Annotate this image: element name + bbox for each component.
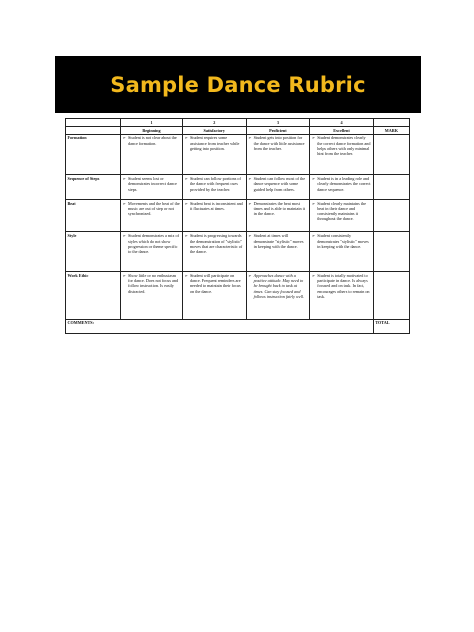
arrow-bullet-icon: ➢ [248,176,252,182]
mark-cell[interactable] [373,134,409,175]
criterion-cell: ➢ Student seems lost or demonstrates incorrect dance steps. [121,175,183,200]
criterion-cell: ➢ Student can follow most of the dance sequence with some guided help from others. [246,175,310,200]
criterion-cell: ➢ Student is not clear about the dance formation. [121,134,183,175]
rubric-row-sequence [66,175,410,200]
arrow-bullet-icon: ➢ [122,176,127,182]
rubric-row-style [66,232,410,272]
criterion-cell: ➢ Demonstrates the beat most times and is able to maintain it in the dance. [246,199,310,232]
criterion-cell: ➢ Student will participate on dance. Frequent reminders are needed to maintain their focus on the dance. [182,272,246,320]
criterion-cell: ➢ Student is in a leading role and clearly demonstrates the correct dance sequence. [310,175,374,200]
criterion-label: Formation [66,134,121,175]
mark-cell[interactable] [373,175,409,200]
level-header-beginning: Beginning [121,126,183,134]
criterion-cell: ➢ Student consistently demonstrates "stylistic" moves in keeping with the dance. [310,232,374,272]
arrow-bullet-icon: ➢ [122,233,127,239]
empty-corner [66,126,121,134]
arrow-bullet-icon: ➢ [184,272,188,278]
criterion-label: Style [66,232,121,272]
criterion-cell: ➢ Student is totally motivated to participate in dance. Is always focused and on task. In fact, encourages others to remain on task. [310,272,374,320]
mark-header: MARK [373,126,409,134]
arrow-bullet-icon: ➢ [311,176,316,182]
arrow-bullet-icon: ➢ [248,135,252,141]
mark-cell[interactable] [373,272,409,320]
arrow-bullet-icon: ➢ [122,200,127,206]
rubric-row-formation [66,134,410,175]
arrow-bullet-icon: ➢ [311,135,316,141]
title-banner [55,56,421,113]
arrow-bullet-icon: ➢ [184,135,188,141]
arrow-bullet-icon: ➢ [184,233,188,239]
arrow-bullet-icon: ➢ [311,200,316,206]
level-header-proficient: Proficient [246,126,310,134]
mark-cell[interactable] [373,199,409,232]
level-number: 1 [121,119,183,127]
arrow-bullet-icon: ➢ [122,135,127,141]
document-title: Sample Dance Rubric [110,72,366,97]
arrow-bullet-icon: ➢ [248,233,252,239]
level-number: 2 [182,119,246,127]
arrow-bullet-icon: ➢ [184,200,188,206]
comments-row [66,319,410,334]
rubric-row-work-ethic [66,272,410,320]
criterion-cell: ➢ Student clearly maintains the beat in their dance and consistently maintains it throughout the dance. [310,199,374,232]
level-number: 3 [246,119,310,127]
level-header-excellent: Excellent [310,126,374,134]
arrow-bullet-icon: ➢ [311,272,316,278]
criterion-cell: ➢ Approaches dance with a positive attitude. May need to be brought back to task at times. Can stay focused and follows instruction fairly well. [246,272,310,320]
total-label: TOTAL [373,319,409,334]
criterion-label: Beat [66,199,121,232]
criterion-cell: ➢ Student can follow portions of the dance with frequent cues provided by the teacher. [182,175,246,200]
criterion-cell: ➢ Student demonstrates a mix of styles which do not show progression or theme specific to the dance. [121,232,183,272]
arrow-bullet-icon: ➢ [248,200,252,206]
empty-mark-cell [373,119,409,127]
level-header-satisfactory: Satisfactory [182,126,246,134]
criterion-cell: ➢ Student gets into position for the dance with little assistance from the teacher. [246,134,310,175]
criterion-cell: ➢ Student demonstrates clearly the correct dance formation and helps others with only minimal hint from the teacher. [310,134,374,175]
criterion-label: Sequence of Steps [66,175,121,200]
arrow-bullet-icon: ➢ [122,272,127,278]
level-header-row [66,126,410,134]
mark-cell[interactable] [373,232,409,272]
arrow-bullet-icon: ➢ [184,176,188,182]
level-number-row [66,119,410,127]
criterion-cell: ➢ Student beat is inconsistent and it fluctuates at times. [182,199,246,232]
criterion-cell: ➢ Student requires some assistance from teacher while getting into position. [182,134,246,175]
rubric-table [65,118,410,334]
criterion-cell: ➢ Movements and the beat of the music are out of step or not synchronized. [121,199,183,232]
comments-label[interactable]: COMMENTS: [66,319,374,334]
criterion-cell: ➢ Student is progressing towards the demonstration of "stylistic" moves that are characteristic of the dance. [182,232,246,272]
empty-corner [66,119,121,127]
level-number: 4 [310,119,374,127]
arrow-bullet-icon: ➢ [311,233,316,239]
arrow-bullet-icon: ➢ [248,272,252,278]
criterion-label: Work Ethic [66,272,121,320]
rubric-row-beat [66,199,410,232]
criterion-cell: ➢ Student at times will demonstrate "stylistic" moves in keeping with the dance. [246,232,310,272]
criterion-cell: ➢ Show little or no enthusiasm for dance. Does not focus and follow instruction. Is easily distracted. [121,272,183,320]
